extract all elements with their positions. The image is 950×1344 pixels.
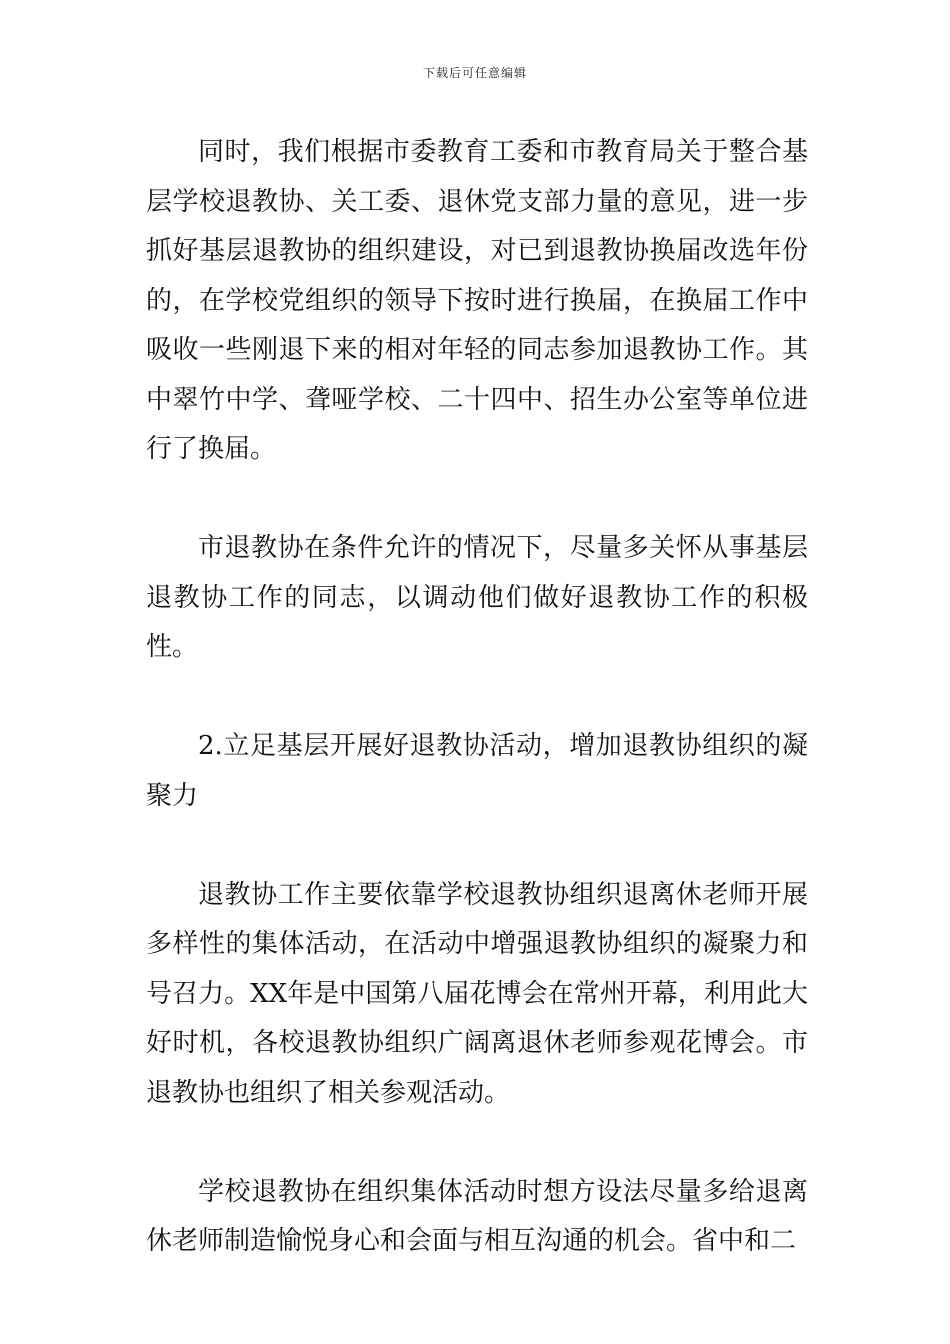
paragraph-care: 市退教协在条件允许的情况下，尽量多关怀从事基层退教协工作的同志，以调动他们做好退教协工作的积极性。 xyxy=(146,533,808,662)
section-heading: 2.立足基层开展好退教协活动，增加退教协组织的凝聚力 xyxy=(146,731,808,811)
paragraph-gap xyxy=(146,821,808,871)
page-header-note: 下载后可任意编辑 xyxy=(422,66,527,80)
paragraph-reorganization: 同时，我们根据市委教育工委和市教育局关于整合基层学校退教协、关工委、退休党支部力量的意见，进一步抓好基层退教协的组织建设，对已到退教协换届改选年份的，在学校党组织的领导下按时进行换届，在换届工作中吸收一些刚退下来的相对年轻的同志参加退教协工作。其中翠竹中学、聋哑学校、二十四中、招生办公室等单位进行了换届。 xyxy=(146,137,808,464)
paragraph-gap xyxy=(146,673,808,723)
document-body xyxy=(146,128,808,1267)
paragraph-gap xyxy=(146,1118,808,1168)
paragraph-school-gatherings: 学校退教协在组织集体活动时想方设法尽量多给退离休老师制造愉悦身心和会面与相互沟通的机会。省中和二 xyxy=(146,1176,808,1256)
paragraph-gap xyxy=(146,475,808,525)
paragraph-activities: 退教协工作主要依靠学校退教协组织退离休老师开展多样性的集体活动，在活动中增强退教协组织的凝聚力和号召力。XX年是中国第八届花博会在常州开幕，利用此大好时机，各校退教协组织广阔离退休老师参观花博会。市退教协也组织了相关参观活动。 xyxy=(146,879,808,1108)
